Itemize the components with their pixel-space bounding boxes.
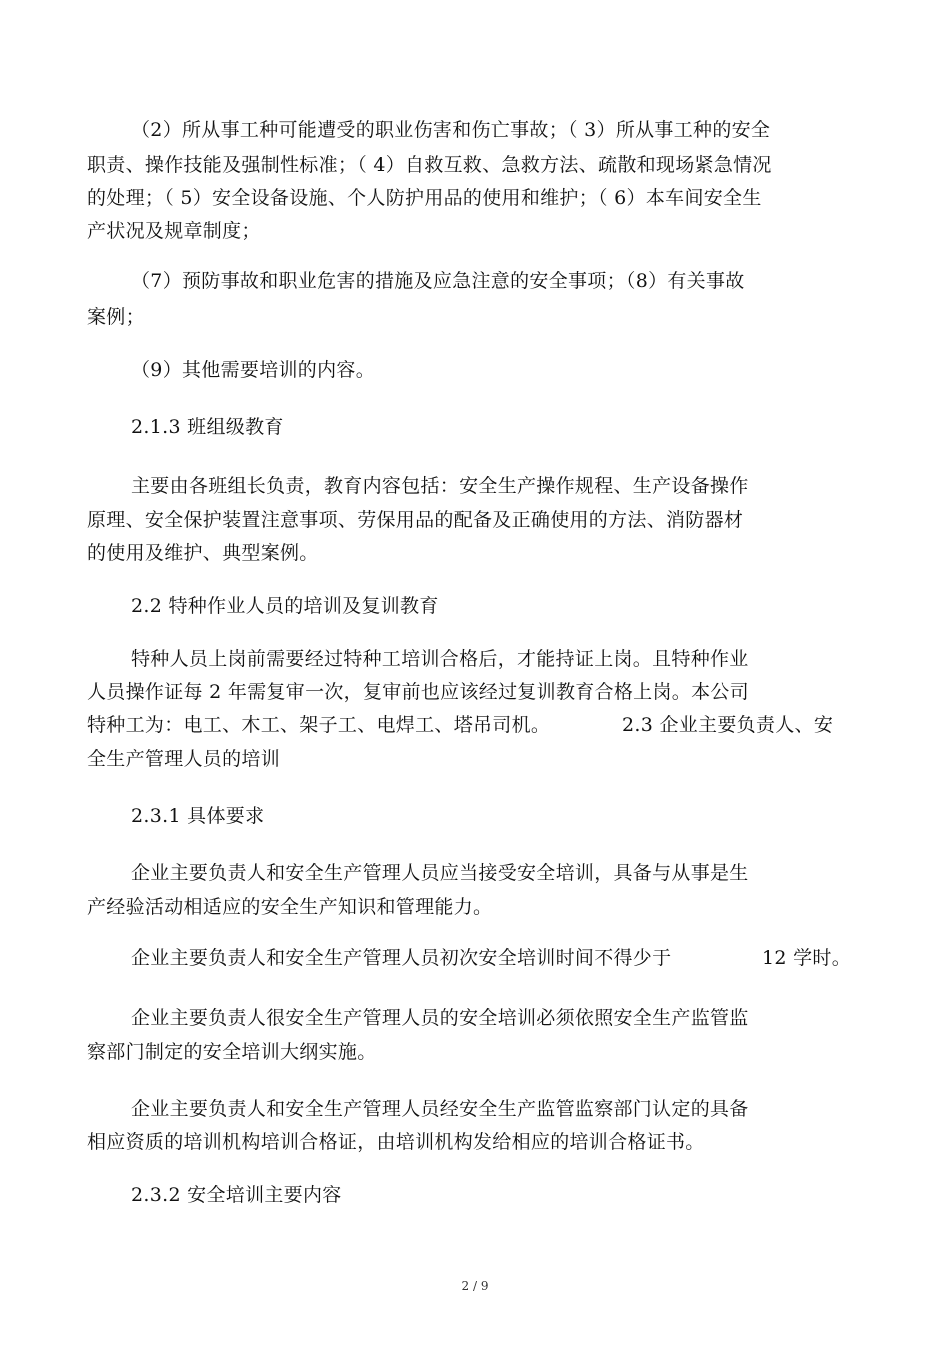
- section-heading: 2.3.2 安全培训主要内容: [131, 1184, 342, 1206]
- text-line: 产经验活动相适应的安全生产知识和管理能力。: [87, 896, 493, 918]
- text-line: 察部门制定的安全培训大纲实施。: [87, 1041, 377, 1063]
- text-line: （7）预防事故和职业危害的措施及应急注意的安全事项；（8）有关事故: [131, 270, 745, 292]
- text-line: 企业主要负责人和安全生产管理人员初次安全培训时间不得少于: [131, 947, 672, 969]
- text-line: 职责、操作技能及强制性标准；（ 4）自救互救、急救方法、疏散和现场紧急情况: [87, 154, 772, 176]
- section-heading: 2.3 企业主要负责人、安: [622, 714, 834, 736]
- text-line: 企业主要负责人很安全生产管理人员的安全培训必须依照安全生产监管监: [131, 1007, 749, 1029]
- text-line: 的处理；（ 5）安全设备设施、个人防护用品的使用和维护；（ 6）本车间安全生: [87, 187, 762, 209]
- page-number: 2 / 9: [461, 1279, 489, 1293]
- section-heading: 2.1.3 班组级教育: [131, 416, 284, 438]
- text-line: （9）其他需要培训的内容。: [131, 359, 375, 381]
- section-heading: 2.3.1 具体要求: [131, 805, 265, 827]
- text-line: 原理、安全保护装置注意事项、劳保用品的配备及正确使用的方法、消防器材: [87, 509, 744, 531]
- text-line: （2）所从事工种可能遭受的职业伤害和伤亡事故；（ 3）所从事工种的安全: [131, 119, 771, 141]
- text-line: 企业主要负责人和安全生产管理人员应当接受安全培训，具备与从事是生: [131, 862, 749, 884]
- text-line: 产状况及规章制度；: [87, 220, 261, 242]
- text-line: 案例；: [87, 306, 145, 328]
- text-line: 全生产管理人员的培训: [87, 748, 281, 770]
- section-heading: 2.2 特种作业人员的培训及复训教育: [131, 595, 439, 617]
- text-line: 主要由各班组长负责，教育内容包括：安全生产操作规程、生产设备操作: [131, 475, 749, 497]
- text-line: 相应资质的培训机构培训合格证，由培训机构发给相应的培训合格证书。: [87, 1131, 705, 1153]
- text-line: 12 学时。: [762, 947, 852, 969]
- text-line: 人员操作证每 2 年需复审一次，复审前也应该经过复训教育合格上岗。本公司: [87, 681, 749, 703]
- text-line: 企业主要负责人和安全生产管理人员经安全生产监管监察部门认定的具备: [131, 1098, 749, 1120]
- text-line: 特种工为：电工、木工、架子工、电焊工、塔吊司机。: [87, 714, 551, 736]
- text-line: 的使用及维护、典型案例。: [87, 542, 319, 564]
- text-line: 特种人员上岗前需要经过特种工培训合格后，才能持证上岗。且特种作业: [131, 648, 749, 670]
